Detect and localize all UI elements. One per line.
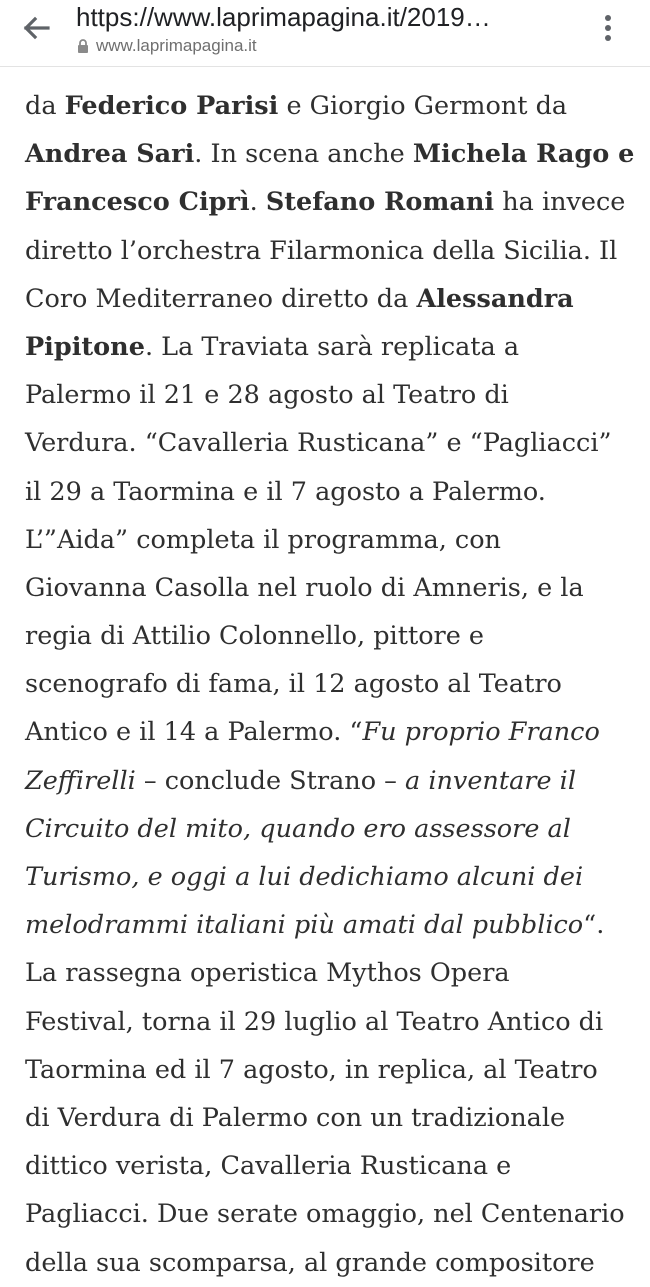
text-run: Giovanna Casolla nel ruolo di Amneris, e la [25,572,584,603]
bold-text: Andrea Sari [25,139,195,170]
text-run: . In scena anche [194,139,413,170]
bold-text: Alessandra [416,283,574,314]
article-line [25,901,635,949]
text-run: “. [583,910,605,941]
text-run: dittico verista, Cavalleria Rusticana e [25,1151,512,1182]
article-line [25,323,635,371]
article-line [25,564,635,612]
text-run: della sua scomparsa, al grande compositore [25,1247,595,1278]
bold-text: Pipitone [25,331,145,362]
address-bar[interactable] [76,2,576,56]
lock-icon [76,39,90,53]
domain-row [76,36,576,56]
italic-text: a inventare il [405,765,576,796]
article-line [25,227,635,275]
text-run: Antico e il 14 a Palermo. “ [25,717,363,748]
text-run: e Giorgio Germont da [278,91,568,121]
article-line [25,1239,635,1287]
more-vert-icon[interactable] [592,10,624,46]
text-run: di Verdura di Palermo con un tradizionale [25,1102,566,1133]
browser-toolbar [0,0,650,67]
article-line [25,612,635,660]
text-run: – conclude Strano – [135,765,406,796]
article-line [25,82,635,130]
text-run: Pagliacci. Due serate omaggio, nel Centenario [25,1199,625,1230]
italic-text: Fu proprio Franco [362,717,600,748]
text-run: da [25,91,65,121]
article-line [25,1190,635,1238]
text-run: Palermo il 21 e 28 agosto al Teatro di [25,380,509,411]
text-run: Verdura. “Cavalleria Rusticana” e “Pagliacci” [25,428,612,459]
italic-text: Zeffirelli [25,765,136,796]
article-line [25,275,635,323]
article-line [25,757,635,805]
article-line [25,516,635,564]
article-line [25,178,635,226]
italic-text: Turismo, e oggi a lui dedichiamo alcuni dei [25,862,584,892]
text-run: La rassegna operistica Mythos Opera [25,958,510,989]
arrow-left-icon[interactable] [18,10,54,46]
italic-text: melodrammi italiani più amati dal pubblico [25,910,584,941]
article-line [25,805,635,853]
article-line [25,468,635,516]
text-run: L’”Aida” completa il programma, con [25,524,501,555]
bold-text: Francesco Ciprì [25,187,250,218]
text-run: scenografo di fama, il 12 agosto al Teatro [25,669,562,700]
bold-text: Stefano Romani [265,187,495,218]
text-run: il 29 a Taormina e il 7 agosto a Palermo. [25,476,546,507]
text-run: . [249,187,266,218]
text-run: ha invece [494,187,626,218]
article-body [25,82,635,1287]
article-line [25,949,635,997]
article-line [25,1094,635,1142]
article-line [25,853,635,901]
url-text[interactable]: https://www.laprimapagina.it/2019… [76,2,491,32]
italic-text: Circuito del mito, quando ero assessore al [25,813,571,844]
text-run: . La Traviata sarà replicata a [144,331,520,362]
article-line [25,371,635,419]
article-line [25,708,635,756]
article-line [25,1046,635,1094]
article-line [25,660,635,708]
text-run: Coro Mediterraneo diretto da [25,283,417,314]
text-run: Taormina ed il 7 agosto, in replica, al Teatro [25,1054,598,1085]
article-line [25,130,635,178]
bold-text: Federico Parisi [64,91,279,121]
article-line [25,1142,635,1190]
text-run: diretto l’orchestra Filarmonica della Sicilia. Il [25,235,618,266]
text-run: regia di Attilio Colonnello, pittore e [25,621,485,652]
domain-text: www.laprimapagina.it [96,36,257,55]
article-line [25,998,635,1046]
bold-text: Michela Rago e [412,139,635,170]
article-line [25,419,635,467]
text-run: Festival, torna il 29 luglio al Teatro Antico di [25,1006,604,1037]
